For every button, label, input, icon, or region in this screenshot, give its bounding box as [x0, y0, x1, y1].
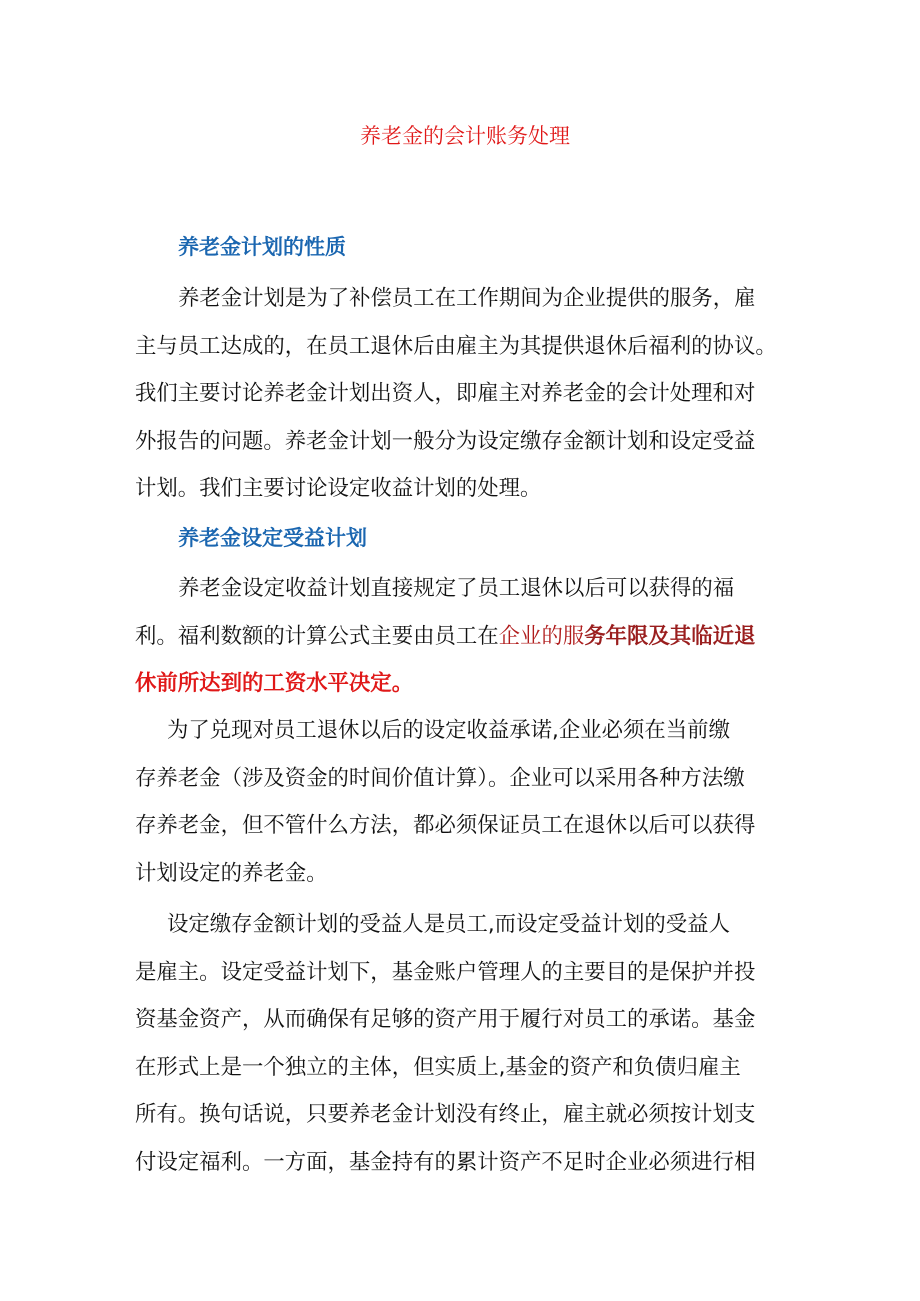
paragraph-line: 存养老金（涉及资金的时间价值计算）。企业可以采用各种方法缴 [135, 765, 745, 791]
paragraph-line: 在形式上是一个独立的主体，但实质上,基金的资产和负债归雇主 [135, 1054, 741, 1080]
paragraph-line: 计划设定的养老金。 [135, 860, 328, 886]
emphasis-text: 企业的服 [498, 623, 585, 649]
paragraph-line: 我们主要讨论养老金计划出资人，即雇主对养老金的会计处理和对 [135, 381, 756, 406]
section-heading-defined-benefit: 养老金设定受益计划 [178, 526, 367, 550]
paragraph-line: 计划。我们主要讨论设定收益计划的处理。 [135, 476, 542, 501]
paragraph-line: 养老金设定收益计划直接规定了员工退休以后可以获得的福 [178, 576, 735, 601]
paragraph-line: 资基金资产，从而确保有足够的资产用于履行对员工的承诺。基金 [135, 1007, 756, 1032]
paragraph-beneficiary [135, 901, 795, 1186]
paragraph-line: 主与员工达成的，在员工退休后由雇主为其提供退休后福利的协议。 [135, 333, 777, 359]
paragraph-line: 养老金计划是为了补偿员工在工作期间为企业提供的服务，雇 [178, 286, 756, 311]
document-title: 养老金的会计账务处理 [360, 124, 570, 148]
section-heading-nature: 养老金计划的性质 [178, 235, 346, 259]
paragraph-line: 存养老金，但不管什么方法，都必须保证员工在退休以后可以获得 [135, 813, 756, 838]
paragraph-line: 是雇主。设定受益计划下，基金账户管理人的主要目的是保护并投 [135, 959, 756, 985]
paragraph-defined-benefit-intro [135, 565, 795, 708]
emphasis-bold-text: 务年限及其临近退 [584, 623, 756, 649]
emphasis-bold-line: 休前所达到的工资水平决定。 [135, 671, 414, 696]
paragraph-nature [135, 275, 795, 513]
paragraph-line: 付设定福利。一方面，基金持有的累计资产不足时企业必须进行相 [135, 1149, 756, 1175]
paragraph-line: 外报告的问题。养老金计划一般分为设定缴存金额计划和设定受益 [135, 428, 756, 454]
paragraph-line: 所有。换句话说，只要养老金计划没有终止，雇主就必须按计划支 [135, 1102, 756, 1127]
paragraph-line [135, 613, 795, 661]
paragraph-line: 为了兑现对员工退休以后的设定收益承诺,企业必须在当前缴 [167, 718, 730, 743]
paragraph-funding [135, 707, 795, 897]
paragraph-line: 设定缴存金额计划的受益人是员工,而设定受益计划的受益人 [167, 912, 730, 937]
plain-text: 利。福利数额的计算公式主要由员工在 [135, 623, 499, 649]
